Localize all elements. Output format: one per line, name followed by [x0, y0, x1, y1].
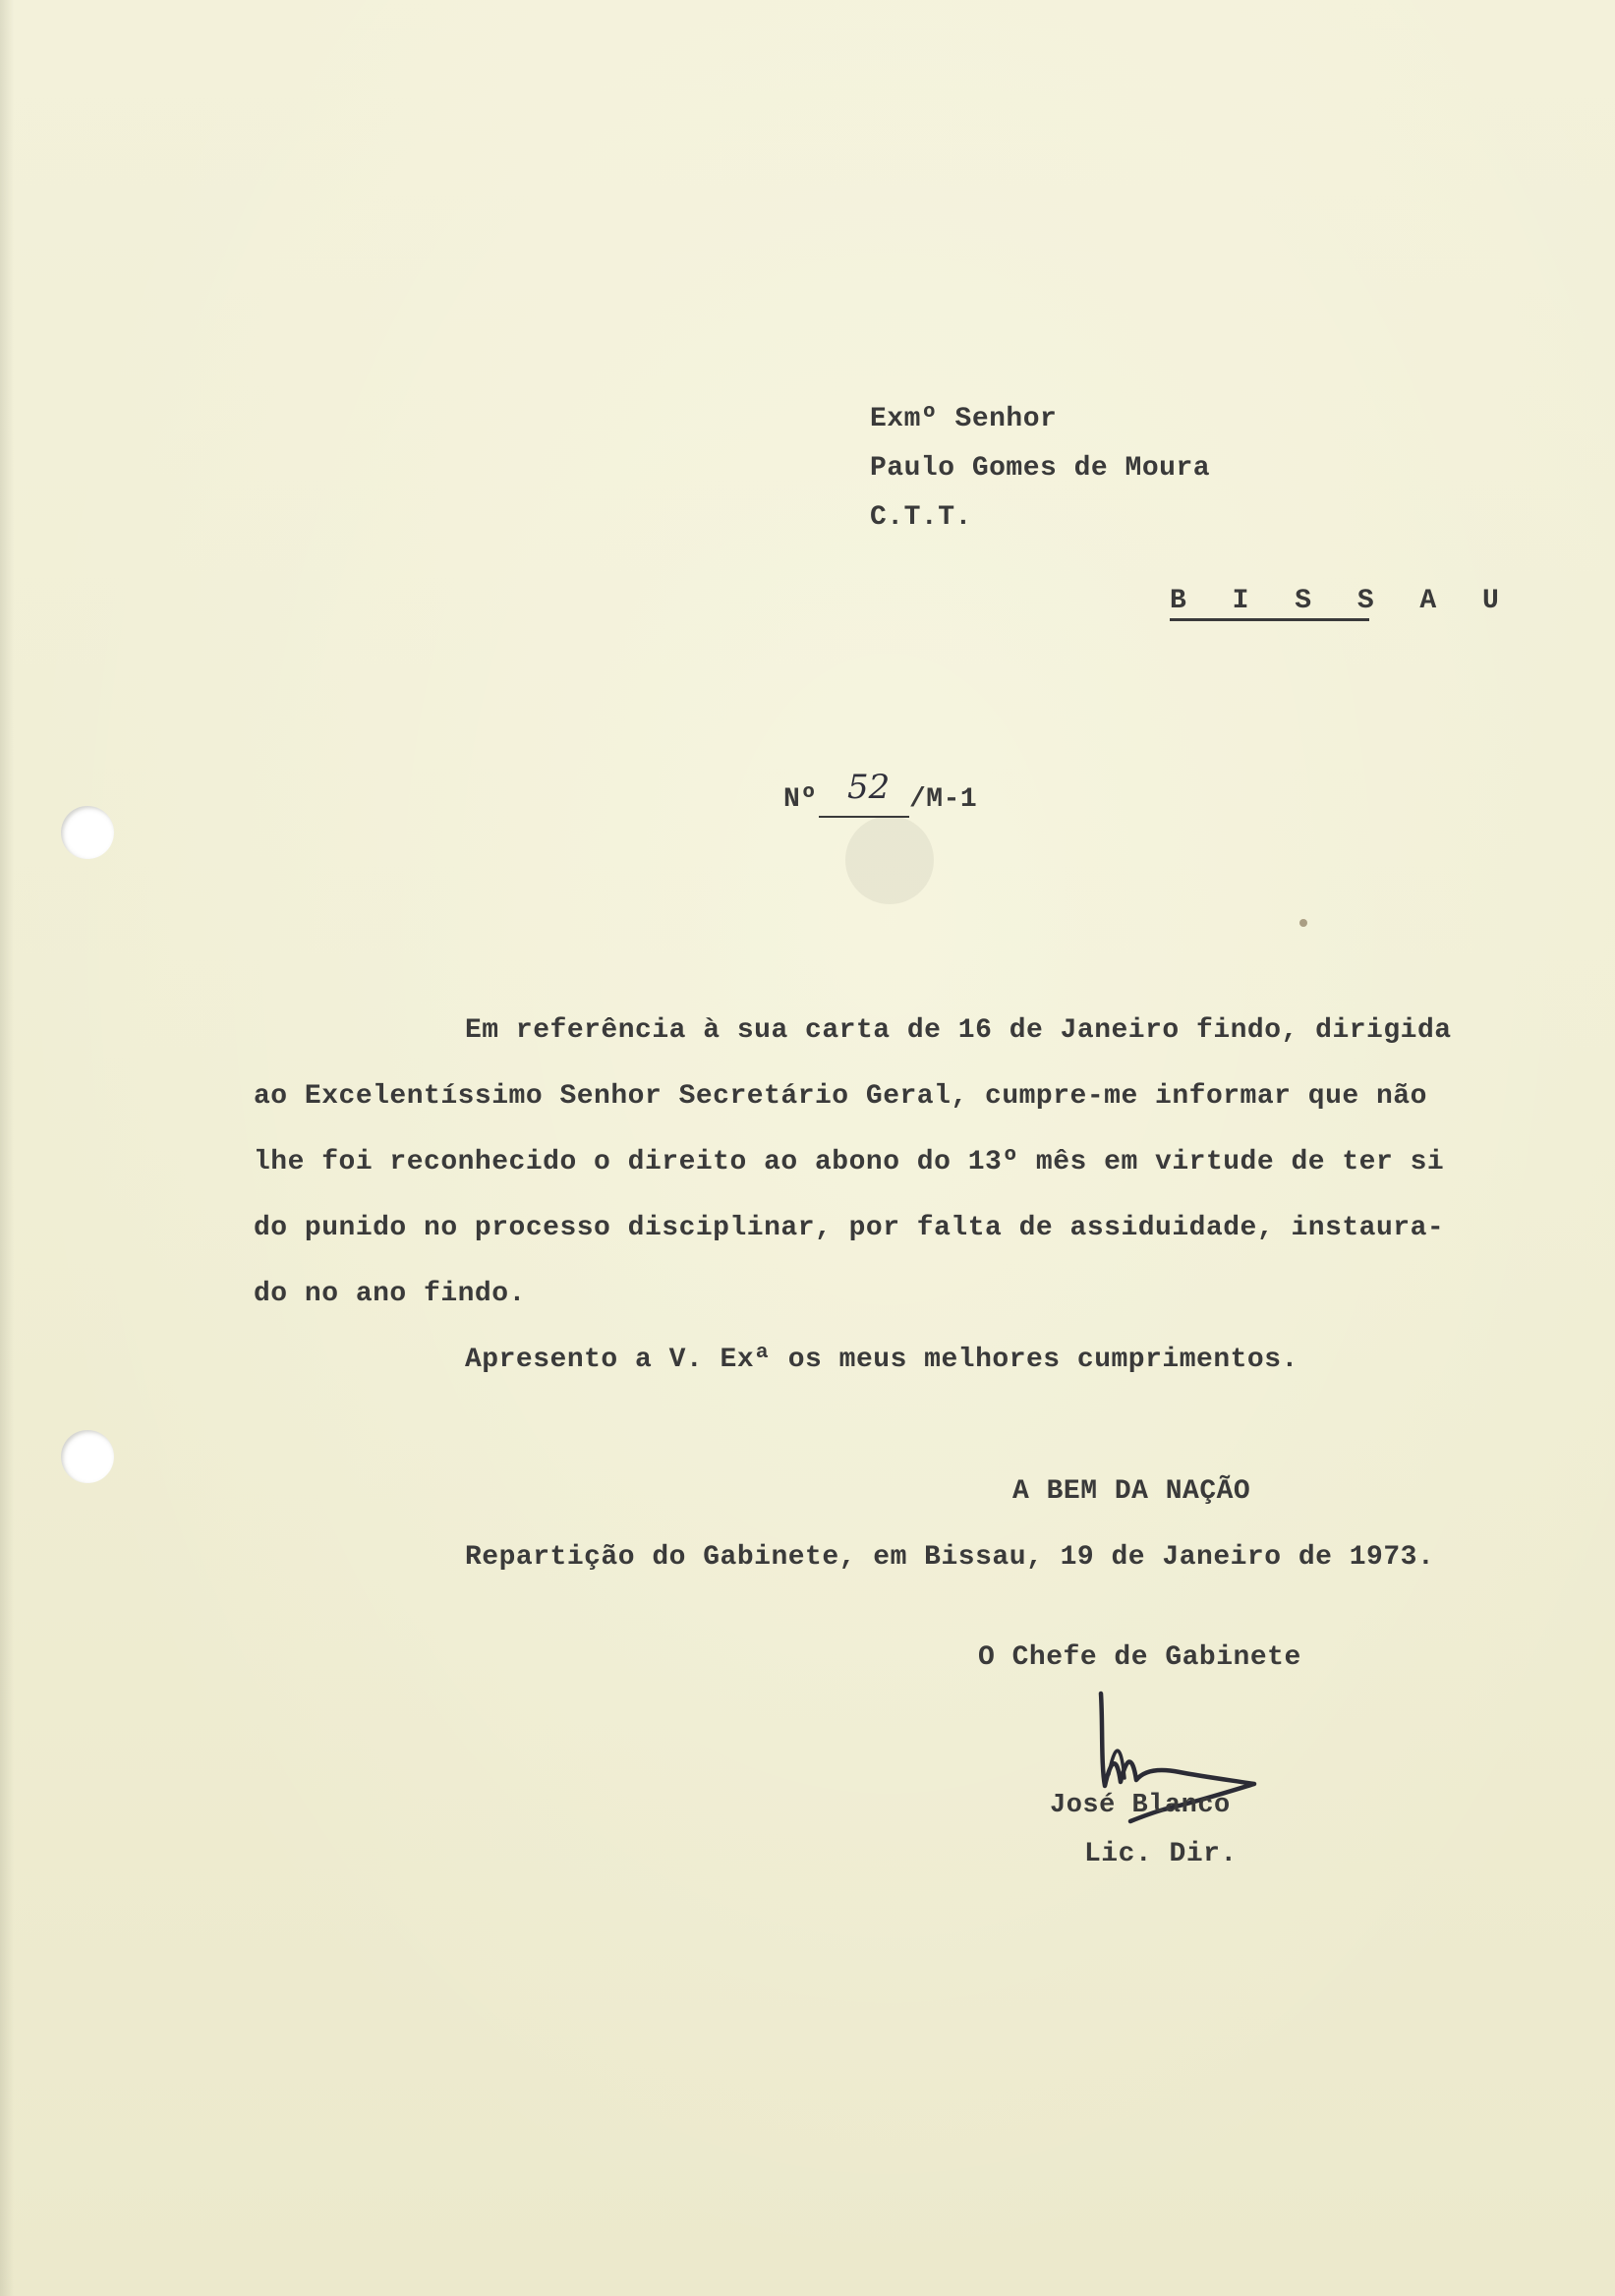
body-line-1: Em referência à sua carta de 16 de Janeiro findo, dirigida — [465, 1015, 1452, 1046]
body-line-2: ao Excelentíssimo Senhor Secretário Geral, cumpre-me informar que não — [254, 1081, 1427, 1112]
paper-smudge — [845, 816, 934, 904]
recipient-org: C.T.T. — [870, 502, 972, 533]
closing-line: Apresento a V. Exª os meus melhores cumprimentos. — [465, 1345, 1298, 1375]
body-line-3: lhe foi reconhecido o direito ao abono do 13º mês em virtude de ter si — [254, 1147, 1445, 1177]
city-underline — [1170, 618, 1369, 621]
body-line-5: do no ano findo. — [254, 1279, 526, 1309]
recipient-salutation: Exmº Senhor — [870, 404, 1058, 434]
body-line-4: do punido no processo disciplinar, por falta de assiduidade, instaura- — [254, 1213, 1445, 1243]
punch-hole-top — [61, 806, 114, 859]
reference-prefix: Nº — [783, 784, 818, 815]
motto: A BEM DA NAÇÃO — [1012, 1476, 1251, 1507]
punch-hole-bottom — [61, 1430, 114, 1483]
ink-speck — [1299, 919, 1307, 927]
signature-scrawl — [1081, 1686, 1278, 1853]
reference-number: 52 — [847, 768, 891, 807]
signer-name: José Blanco — [1050, 1791, 1231, 1820]
recipient-city: B I S S A U — [1170, 586, 1514, 616]
signer-title: O Chefe de Gabinete — [978, 1642, 1301, 1673]
recipient-name: Paulo Gomes de Moura — [870, 453, 1211, 484]
reference-number-line — [819, 816, 909, 818]
reference-suffix: /M-1 — [909, 784, 978, 815]
page-edge-shadow — [0, 0, 14, 2296]
signer-degree: Lic. Dir. — [1084, 1839, 1238, 1869]
place-date: Repartição do Gabinete, em Bissau, 19 de Janeiro de 1973. — [465, 1542, 1435, 1573]
